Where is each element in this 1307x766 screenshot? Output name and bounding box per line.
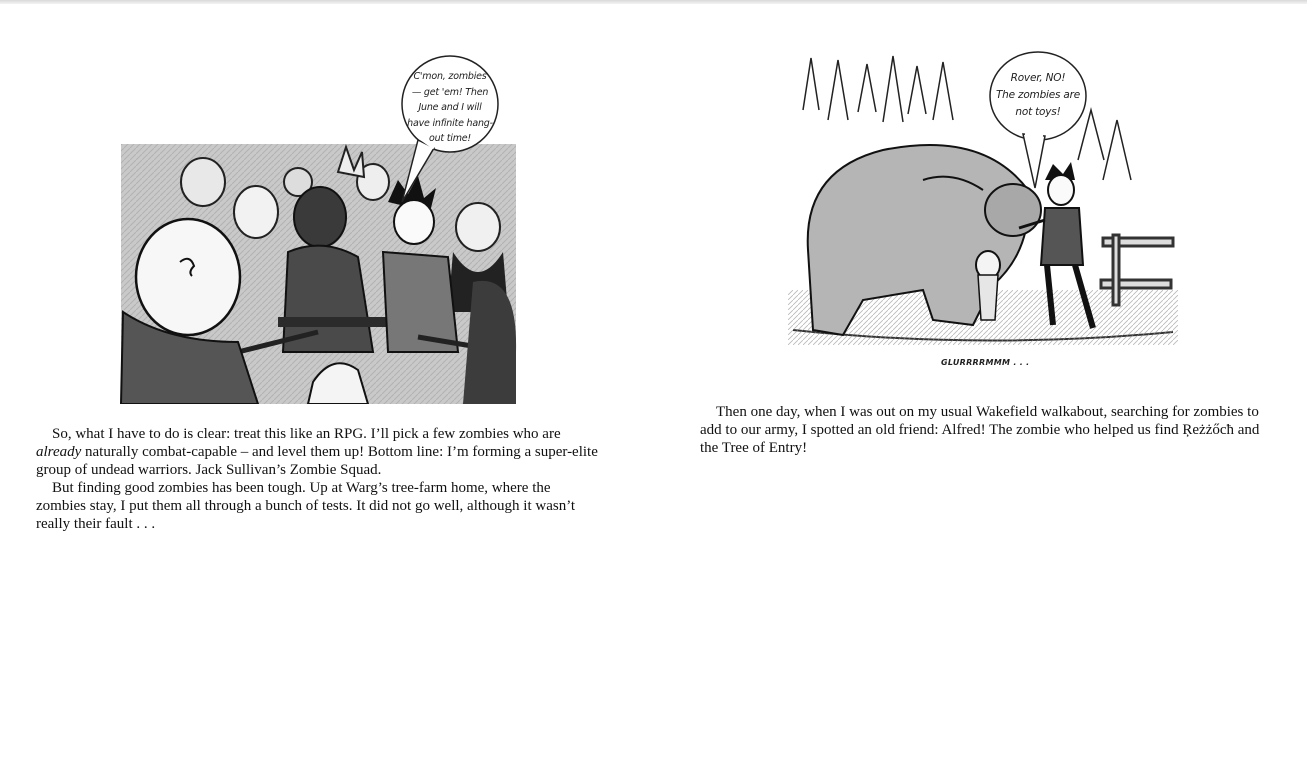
right-page-text [700, 403, 1270, 457]
paragraph: Then one day, when I was out on my usual Wakefield walkabout, searching for zombies to add to our army, I spotted an old friend: Alfred! The zombie who helped us find Ŗeżżőcħ and the Tree of Entry! [700, 404, 1260, 456]
bubble-line: out time! [428, 133, 472, 144]
paragraph: But finding good zombies has been tough. Up at Warg’s tree-farm home, where the zombies stay, I put them all through a bunch of tests. It did not go well, although it wasn’t really their fault . . . [36, 480, 576, 532]
paragraph-text: So, what I have to do is clear: treat this like an RPG. I’ll pick a few zombies who are [52, 426, 561, 442]
speech-bubble-text [400, 69, 500, 147]
paragraph [36, 425, 598, 479]
emphasis-text: already [36, 444, 82, 460]
speech-bubble-text [988, 70, 1088, 121]
right-page [653, 4, 1307, 766]
bubble-line: have infinite hang- [407, 117, 493, 129]
left-page-text [36, 425, 598, 533]
rover-forest-illustration [783, 50, 1183, 376]
paragraph-text: naturally combat-capable – and level them up! Bottom line: I’m forming a super-elite group of undead warriors. Jack Sullivan’s Zombie Squad. [36, 444, 598, 478]
bubble-line: The zombies are [995, 89, 1081, 101]
rover-forest-drawing [783, 50, 1183, 376]
zombie-group-illustration [118, 52, 518, 404]
bubble-line: C'mon, zombies [413, 71, 487, 82]
sound-effect-text: GLURRRRMMM . . . [941, 358, 1030, 367]
bubble-line: — get 'em! Then [411, 86, 489, 98]
left-page [0, 4, 653, 766]
bubble-line: Rover, NO! [1010, 72, 1066, 84]
bubble-line: June and I will [418, 102, 482, 113]
bubble-line: not toys! [1015, 106, 1061, 118]
